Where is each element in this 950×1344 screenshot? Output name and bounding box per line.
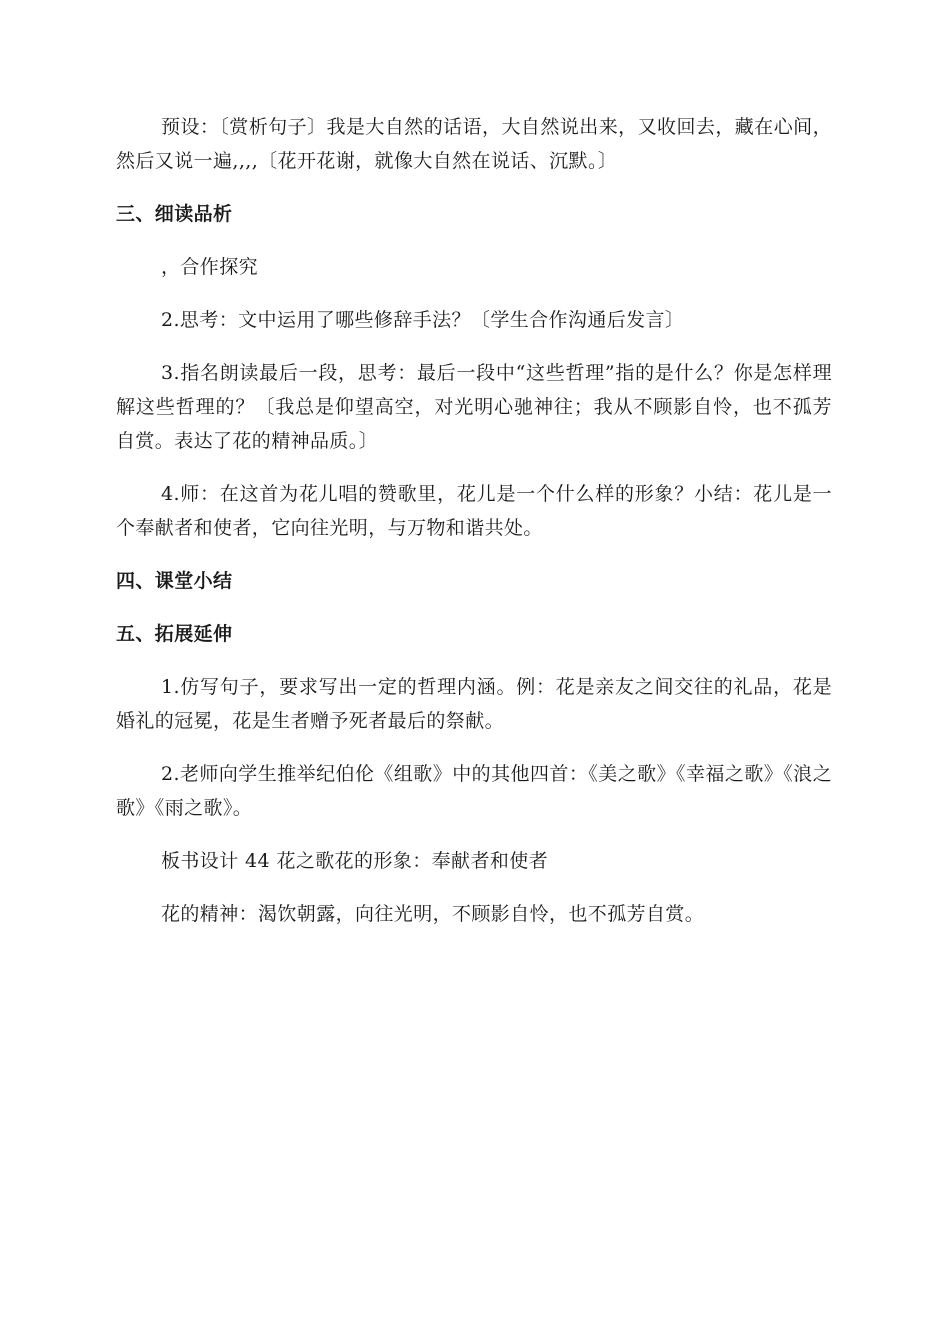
- read-last-section-paragraph: 3.指名朗读最后一段，思考：最后一段中“这些哲理”指的是什么？你是怎样理解这些哲理的？〔我总是仰望高空，对光明心驰神往；我从不顾影自怜，也不孤芳自赏。表达了花的精神品质。〕: [116, 362, 832, 452]
- section-heading-close-reading: 三、细读品析: [116, 203, 233, 225]
- imitate-sentence-paragraph: 1.仿写句子，要求写出一定的哲理内涵。例：花是亲友之间交往的礼品，花是婚礼的冠冕，花是生者赠予死者最后的祭献。: [116, 676, 832, 732]
- document-page: [116, 110, 832, 950]
- recommend-reading-paragraph: 2.老师向学生推举纪伯伦《组歌》中的其他四首：《美之歌》《幸福之歌》《浪之歌》《雨之歌》。: [116, 763, 832, 819]
- cooperate-paragraph: ，合作探究: [161, 256, 259, 278]
- flower-spirit-paragraph: 花的精神：渴饮朝露，向往光明，不顾影自怜，也不孤芳自赏。: [161, 903, 705, 925]
- preset-paragraph: 预设：〔赏析句子〕我是大自然的话语，大自然说出来，又收回去，藏在心间，然后又说一遍,,,,〔花开花谢，就像大自然在说话、沉默。〕: [116, 116, 832, 172]
- section-heading-extension: 五、拓展延伸: [116, 623, 233, 645]
- section-heading-summary: 四、课堂小结: [116, 570, 233, 592]
- think-rhetoric-paragraph: 2.思考：文中运用了哪些修辞手法？〔学生合作沟通后发言〕: [161, 309, 685, 331]
- teacher-question-paragraph: 4.师：在这首为花儿唱的赞歌里，花儿是一个什么样的形象？小结：花儿是一个奉献者和使者，它向往光明，与万物和谐共处。: [116, 483, 832, 539]
- board-design-paragraph: 板书设计 44 花之歌花的形象：奉献者和使者: [161, 850, 549, 872]
